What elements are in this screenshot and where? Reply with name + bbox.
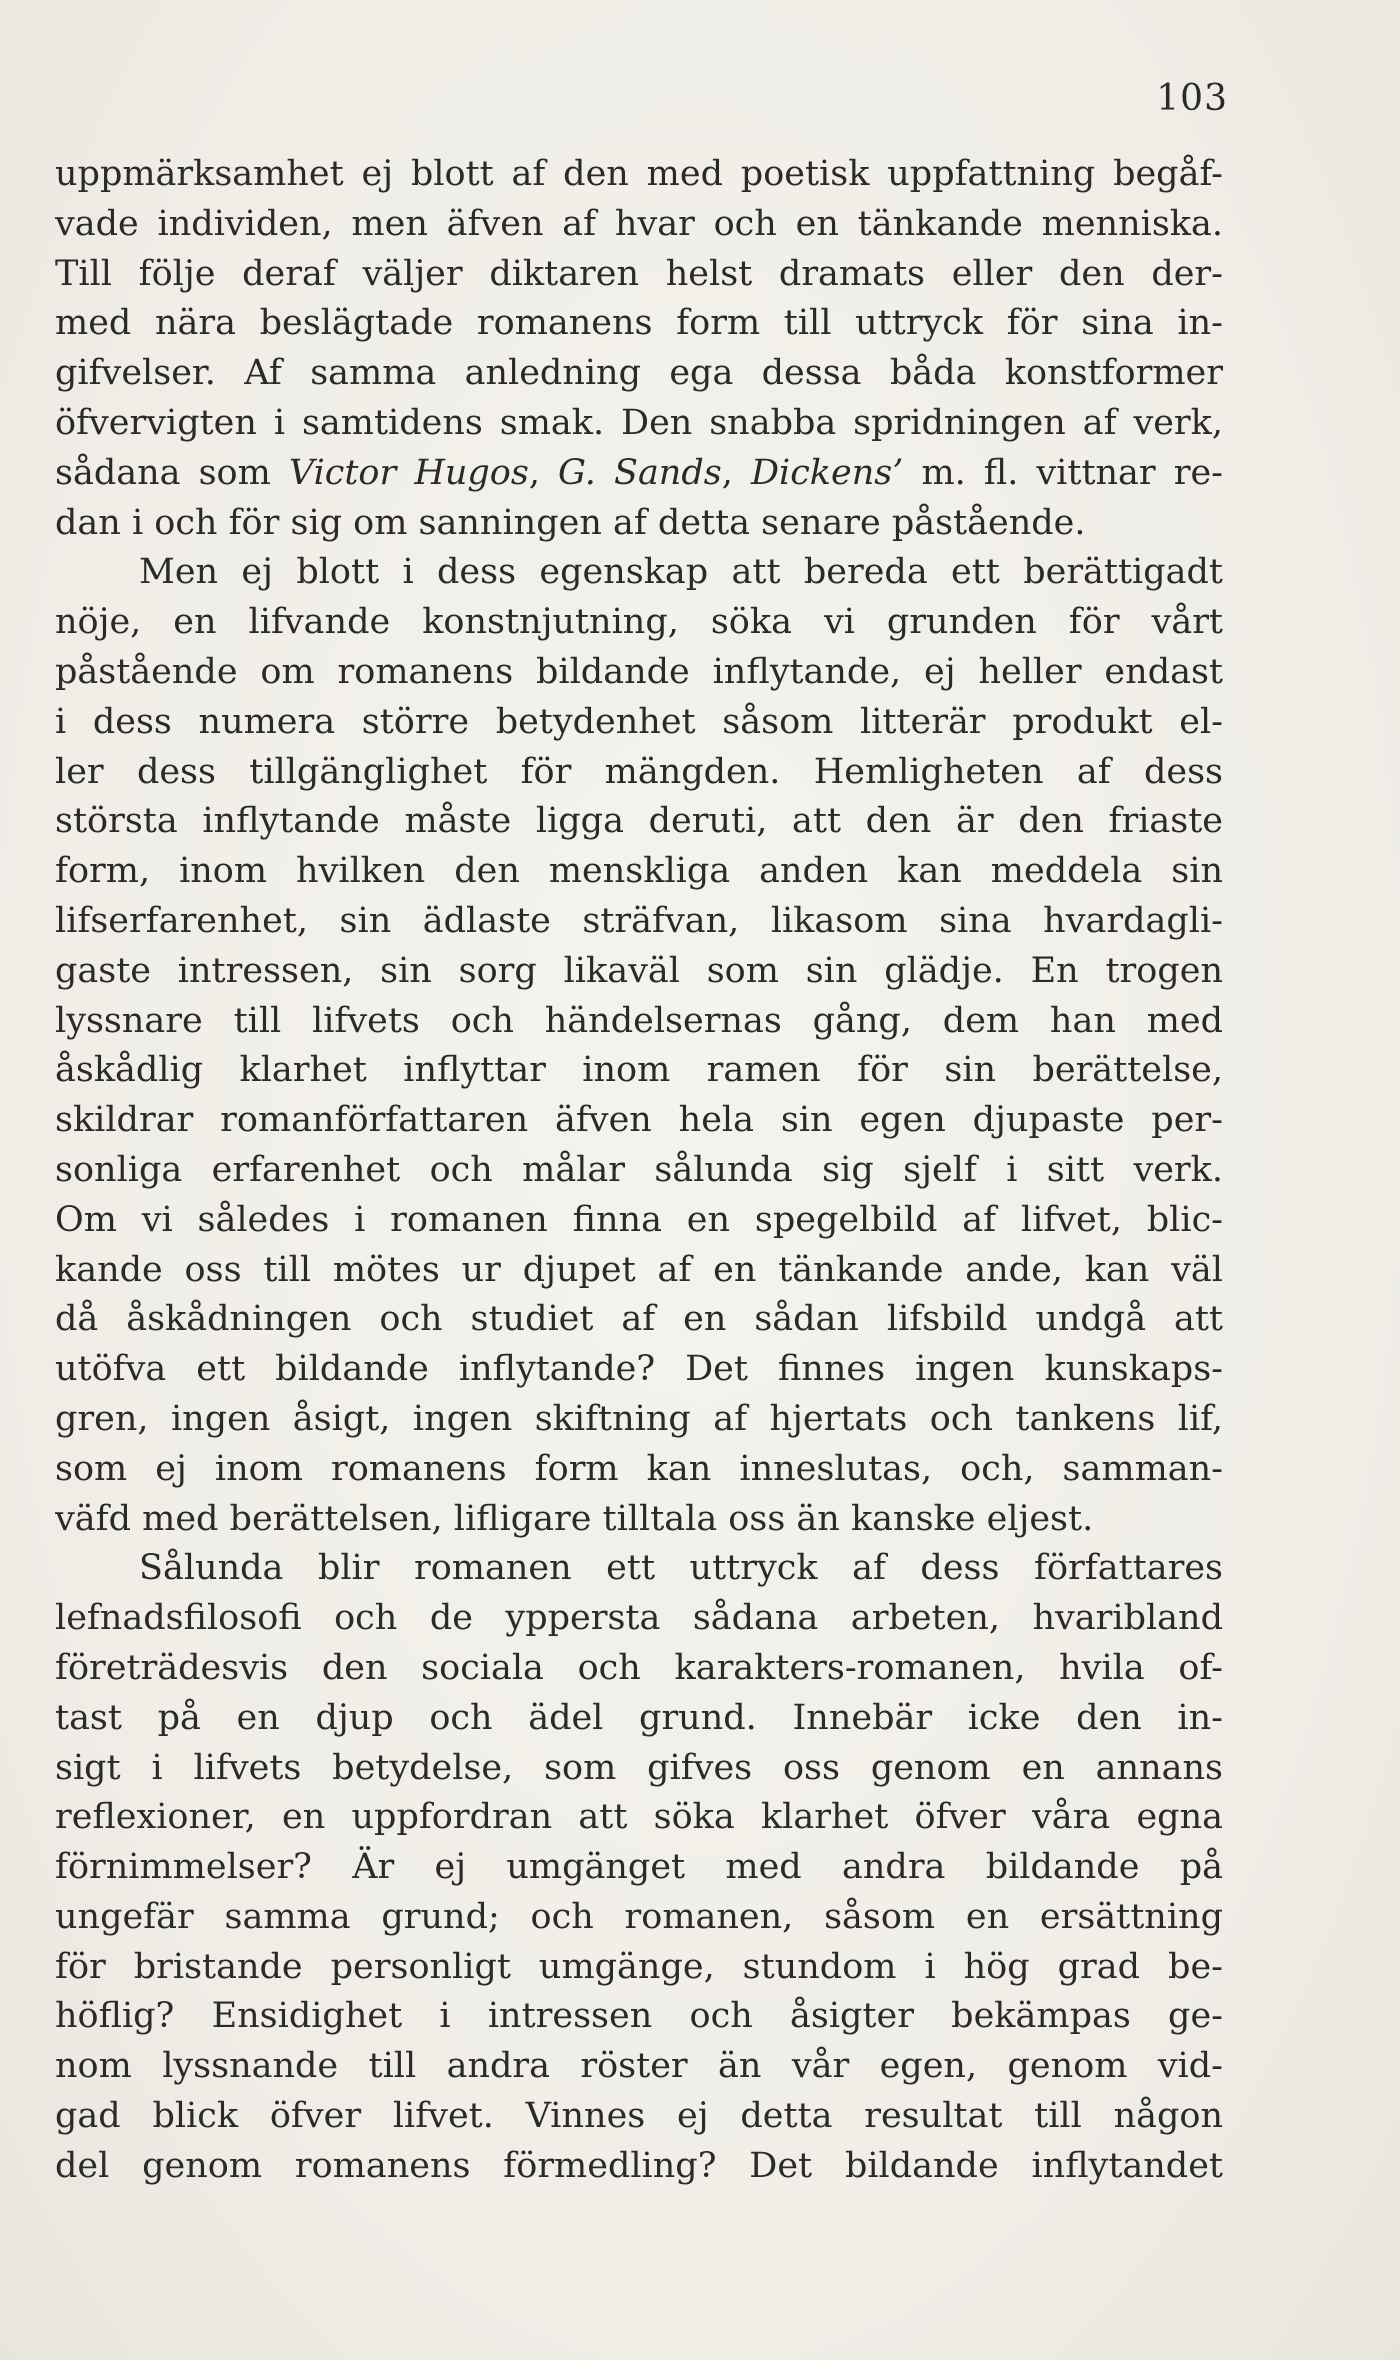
text-line-7-pre: sådana som <box>55 452 289 493</box>
text-line-4: med nära beslägtade romanens form till uttryck för sina in- <box>55 303 1223 344</box>
text-line-30: lefnadsfilosofi och de yppersta sådana arbeten, hvaribland <box>55 1598 1223 1639</box>
body-text <box>55 150 1223 2192</box>
text-line-37: för bristande personligt umgänge, stundom i hög grad be- <box>55 1946 1223 1987</box>
text-line-3: Till följe deraf väljer diktaren helst dramats eller den der- <box>55 253 1223 294</box>
text-line-40: gad blick öfver lifvet. Vinnes ej detta resultat till någon <box>55 2096 1223 2137</box>
text-line-36: ungefär samma grund; och romanen, såsom en ersättning <box>55 1896 1223 1937</box>
text-line-20: skildrar romanförfattaren äfven hela sin egen djupaste per- <box>55 1100 1223 1141</box>
author-name-dickens: Dickens’ <box>750 452 904 493</box>
author-name-george-sand: G. Sands <box>558 452 722 493</box>
text-line-9: Men ej blott i dess egenskap att bereda ett berättigadt <box>139 552 1223 593</box>
text-line-38: höflig? Ensidighet i intressen och åsigter bekämpas ge- <box>55 1996 1223 2037</box>
text-line-8: dan i och för sig om sanningen af detta senare påstående. <box>55 502 1086 543</box>
text-line-17: gaste intressen, sin sorg likaväl som sin glädje. En trogen <box>55 950 1223 991</box>
text-line-13: ler dess tillgänglighet för mängden. Hemligheten af dess <box>55 751 1223 792</box>
text-line-14: största inflytande måste ligga deruti, att den är den friaste <box>55 801 1223 842</box>
text-line-7 <box>55 449 1223 499</box>
text-line-10: nöje, en lifvande konstnjutning, söka vi grunden för vårt <box>55 602 1223 643</box>
author-name-victor-hugo: Victor Hugos <box>288 452 529 493</box>
text-line-31: företrädesvis den sociala och karakters-romanen, hvila of- <box>55 1647 1223 1688</box>
separator: , <box>721 452 751 493</box>
separator: , <box>528 452 559 493</box>
text-line-12: i dess numera större betydenhet såsom litterär produkt el- <box>55 701 1223 742</box>
text-line-19: åskådlig klarhet inflyttar inom ramen för sin berättelse, <box>55 1050 1223 1091</box>
text-line-6: öfvervigten i samtidens smak. Den snabba spridningen af verk, <box>55 402 1223 443</box>
text-line-39: nom lyssnande till andra röster än vår egen, genom vid- <box>55 2046 1223 2087</box>
text-line-34: reflexioner, en uppfordran att söka klarhet öfver våra egna <box>55 1797 1223 1838</box>
text-line-27: som ej inom romanens form kan inneslutas, och, samman- <box>55 1448 1223 1489</box>
text-line-25: utöfva ett bildande inflytande? Det finnes ingen kunskaps- <box>55 1349 1223 1390</box>
text-line-22: Om vi således i romanen finna en spegelbild af lifvet, blic- <box>55 1199 1223 1240</box>
text-line-1: uppmärksamhet ej blott af den med poetisk uppfattning begåf- <box>55 154 1223 194</box>
text-line-33: sigt i lifvets betydelse, som gifves oss genom en annans <box>55 1747 1223 1788</box>
text-line-29: Sålunda blir romanen ett uttryck af dess författares <box>139 1548 1223 1589</box>
text-line-18: lyssnare till lifvets och händelsernas gång, dem han med <box>55 1000 1223 1041</box>
text-line-24: då åskådningen och studiet af en sådan lifsbild undgå att <box>55 1299 1223 1340</box>
text-line-2: vade individen, men äfven af hvar och en tänkande menniska. <box>55 203 1223 244</box>
text-line-11: påstående om romanens bildande inflytande, ej heller endast <box>55 651 1223 692</box>
text-line-21: sonliga erfarenhet och målar sålunda sig sjelf i sitt verk. <box>55 1149 1223 1190</box>
text-line-23: kande oss till mötes ur djupet af en tänkande ande, kan väl <box>55 1249 1223 1290</box>
text-line-7-post: m. fl. vittnar re- <box>903 452 1223 493</box>
text-line-41: del genom romanens förmedling? Det bildande inflytandet <box>55 2145 1223 2186</box>
text-line-15: form, inom hvilken den menskliga anden kan meddela sin <box>55 851 1223 892</box>
text-line-28: väfd med berättelsen, lifligare tilltala oss än kanske eljest. <box>55 1498 1094 1539</box>
text-line-35: förnimmelser? Är ej umgänget med andra bildande på <box>55 1847 1223 1888</box>
page-number: 103 <box>1156 78 1228 119</box>
text-line-5: gifvelser. Af samma anledning ega dessa båda konstformer <box>55 353 1223 394</box>
text-line-32: tast på en djup och ädel grund. Innebär icke den in- <box>55 1697 1223 1738</box>
text-line-16: lifserfarenhet, sin ädlaste sträfvan, likasom sina hvardagli- <box>55 900 1223 941</box>
text-line-26: gren, ingen åsigt, ingen skiftning af hjertats och tankens lif, <box>55 1398 1223 1439</box>
